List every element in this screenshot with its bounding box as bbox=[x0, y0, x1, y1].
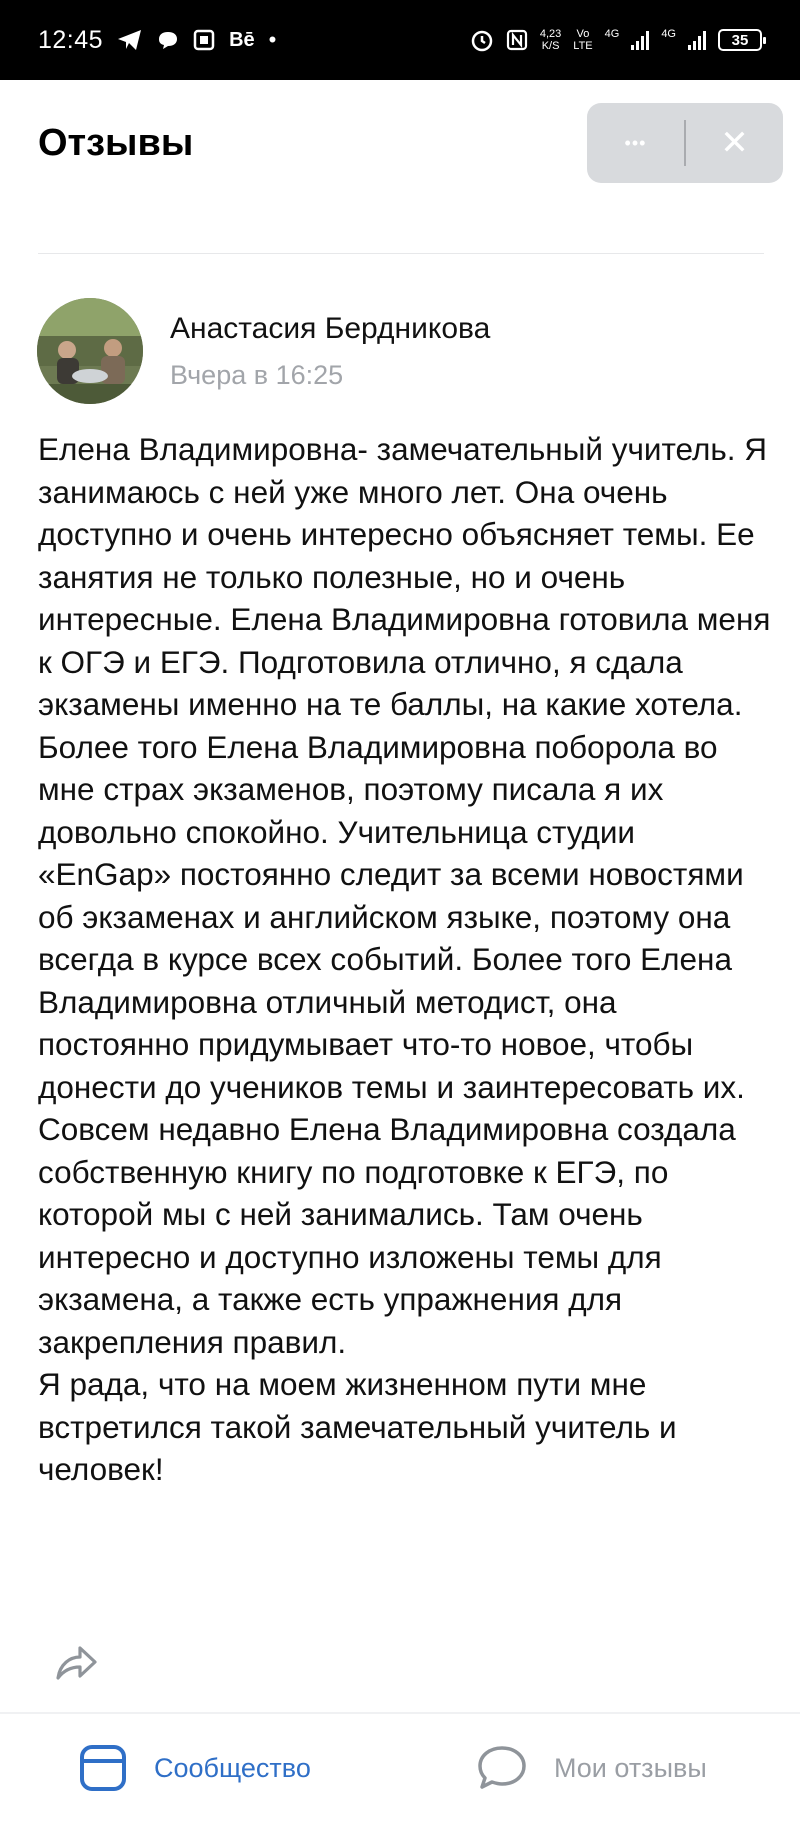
bottom-nav bbox=[0, 1714, 800, 1822]
nav-my-reviews[interactable] bbox=[476, 1714, 707, 1822]
behance-icon: Bē bbox=[229, 28, 255, 51]
review-author[interactable]: Анастасия Бердникова bbox=[170, 312, 491, 345]
signal-1-icon bbox=[631, 30, 649, 50]
close-button[interactable] bbox=[686, 103, 783, 183]
review-text: Елена Владимировна- замечательный учитель. Я занимаюсь с ней уже много лет. Она очень доступно и очень интересно объясняет темы. Ее занятия не только полезные, но и очень интересные. Елена Владимировна готовила меня к ОГЭ и ЕГЭ. Подготовила отлично, я сдала экзамены именно на те баллы, на какие хотела. Более того Елена Владимировна поборола во мне страх экзаменов, поэтому писала я их довольно спокойно. Учительница студии «EnGap» постоянно следит за всеми новостями об экзаменах и английском языке, поэтому она всегда в курсе всех событий. Более того Елена Владимировна отличный методист, она постоянно придумывает что-то новое, чтобы донести до учеников темы и заинтересовать их. Совсем недавно Елена Владимировна создала собственную книгу по подготовке к ЕГЭ, по которой мы с ней занимались. Там очень интересно и доступно изложены темы для экзамена, а также есть упражнения для закрепления правил. Я рада, что на моем жизненном пути мне встретился такой замечательный учитель и человек! bbox=[38, 431, 771, 1487]
more-button[interactable] bbox=[587, 103, 684, 183]
review-date: Вчера в 16:25 bbox=[170, 360, 344, 390]
more-icon: ••• bbox=[624, 132, 647, 153]
net-speed: 4,23 K/S bbox=[539, 28, 562, 52]
signal-2-label: 4G bbox=[661, 28, 676, 40]
more-notifications-icon: • bbox=[268, 27, 277, 52]
nfc-icon bbox=[506, 29, 528, 51]
community-icon bbox=[78, 1743, 128, 1793]
battery-icon: 35 bbox=[718, 29, 762, 51]
header bbox=[0, 80, 800, 255]
nav-community-label: Сообщество bbox=[154, 1752, 311, 1783]
status-bar bbox=[0, 0, 800, 80]
chat-icon bbox=[157, 30, 179, 50]
volte-indicator: Vo LTE bbox=[573, 28, 593, 52]
telegram-icon bbox=[117, 29, 143, 51]
signal-2-icon bbox=[688, 30, 706, 50]
avatar[interactable] bbox=[37, 298, 143, 404]
header-divider bbox=[38, 253, 764, 254]
alarm-icon bbox=[470, 28, 494, 52]
page-title: Отзывы bbox=[38, 122, 194, 164]
signal-1-label: 4G bbox=[604, 28, 620, 40]
speech-bubble-icon bbox=[476, 1743, 528, 1793]
nav-my-reviews-label: Мои отзывы bbox=[554, 1752, 707, 1783]
share-icon[interactable] bbox=[50, 1640, 100, 1686]
close-icon: ✕ bbox=[720, 124, 749, 162]
status-time: 12:45 bbox=[38, 25, 104, 54]
mini-app-capsule bbox=[587, 103, 783, 183]
app-icon bbox=[193, 29, 215, 51]
nav-community[interactable] bbox=[78, 1714, 311, 1822]
